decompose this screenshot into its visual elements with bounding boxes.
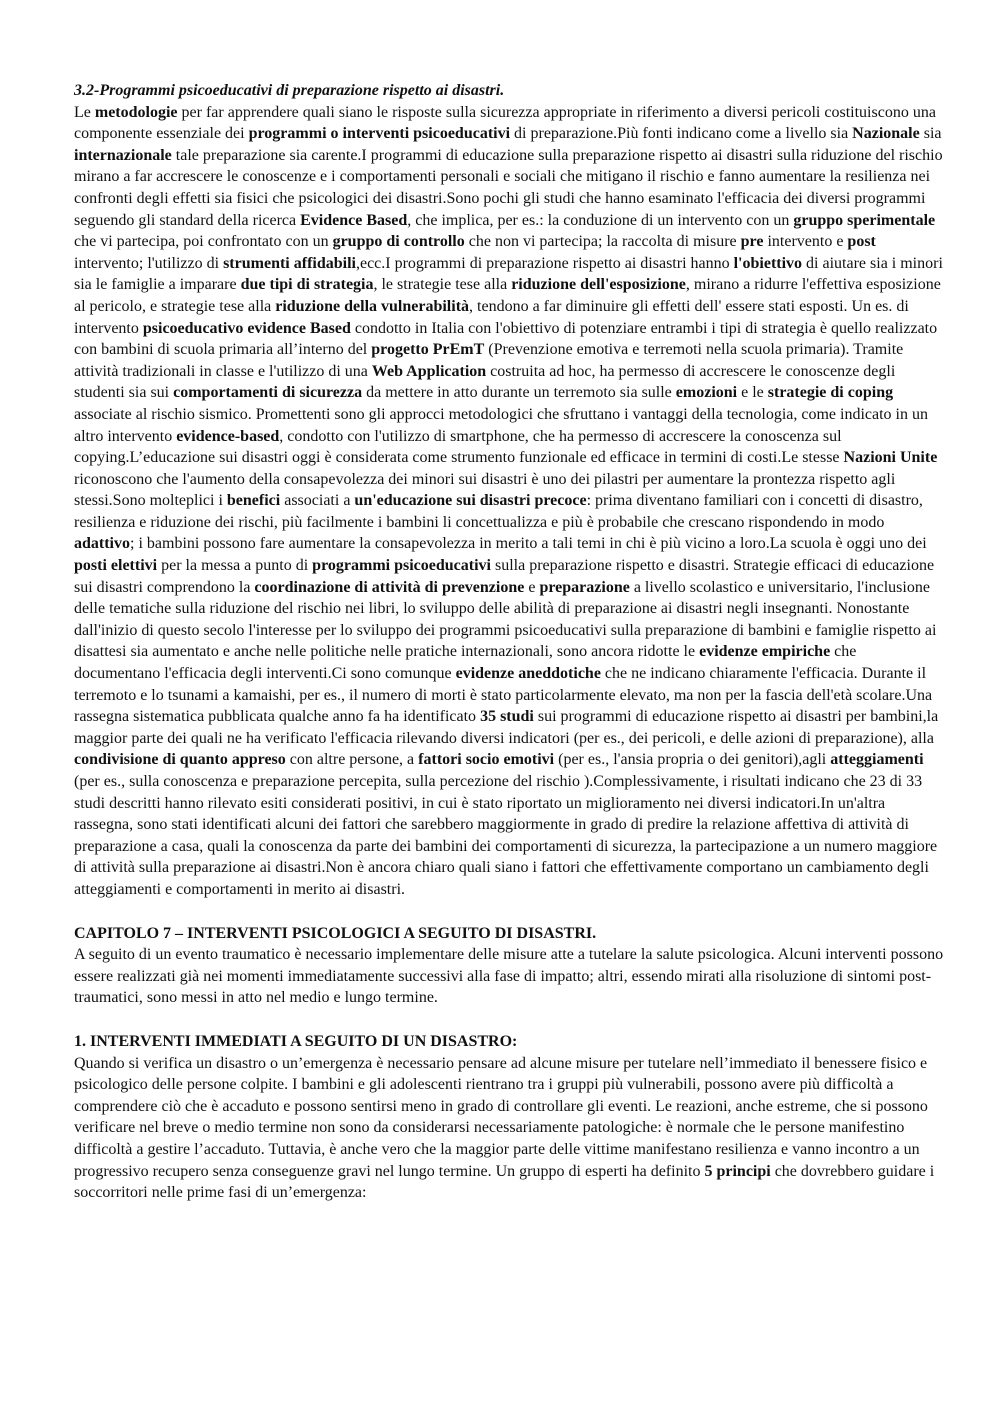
text-run: , le strategie tese alla — [373, 276, 512, 294]
bold-text: adattivo — [74, 535, 130, 553]
text-run: riconoscono che l'aumento della consapevolezza dei minori sui disastri è uno dei pilastri per aumentare la prontezza rispetto agli stessi.Sono molteplici i — [74, 470, 896, 510]
section-1-paragraph — [74, 1053, 944, 1204]
text-run: e — [524, 578, 540, 596]
bold-text: 35 studi — [480, 708, 534, 726]
spacer — [74, 1009, 944, 1031]
bold-text: 5 principi — [704, 1162, 771, 1180]
bold-text: due tipi di strategia — [240, 276, 374, 294]
bold-text: comportamenti di sicurezza — [173, 384, 363, 402]
text-run: che non vi partecipa; la raccolta di misure — [464, 233, 741, 251]
bold-text: posti elettivi — [74, 557, 158, 575]
text-run: tale preparazione sia carente.I programmi di educazione sulla preparazione rispetto ai disastri sulla riduzione del rischio mirano a far accrescere le conoscenze e i comportamenti personali e sociali che mitigano il rischio e fanno aumentare la resilienza nei confronti degli effetti sia fisici che psicologici dei disastri.Sono pochi gli studi che hanno esaminato l'efficacia dei diversi programmi seguendo gli standard della ricerca — [74, 146, 943, 229]
bold-text: programmi o interventi psicoeducativi — [248, 125, 511, 143]
bold-text: preparazione — [539, 578, 630, 596]
section-1-title: 1. INTERVENTI IMMEDIATI A SEGUITO DI UN DISASTRO: — [74, 1032, 518, 1050]
bold-text: Nazionale — [852, 125, 920, 143]
text-run: Quando si verifica un disastro o un’emergenza è necessario pensare ad alcune misure per tutelare nell’immediato il benessere fisico e psicologico delle persone colpite. I bambini e gli adolescenti rientrano tra i gruppi più vulnerabili, possono avere più difficoltà a comprendere ciò che è accaduto e possono sentirsi meno in grado di controllare gli eventi. Le reazioni, anche estreme, che si possono verificare nel breve o medio termine non sono da considerarsi necessariamente patologiche: è normale che le persone manifestino difficoltà a gestire l’accaduto. Tuttavia, è anche vero che la maggior parte delle vittime manifestano resilienza e vanno incontro a un progressivo recupero senza conseguenze gravi nel lungo termine. Un gruppo di esperti ha definito — [74, 1054, 928, 1180]
text-run: che vi partecipa, poi confrontato con un — [74, 233, 333, 251]
bold-text: fattori socio emotivi — [418, 751, 555, 769]
bold-text: coordinazione di attività di prevenzione — [254, 578, 525, 596]
bold-text: progetto PrEmT — [371, 341, 485, 359]
bold-text: strumenti affidabili — [223, 254, 356, 272]
text-run: associati a — [280, 492, 355, 510]
text-run: (per es., l'ansia propria o dei genitori),agli — [554, 751, 831, 769]
text-run: per far apprendere quali siano le risposte sulla sicurezza appropriate in riferimento a diversi pericoli costituiscono una componente essenziale dei — [74, 103, 936, 143]
text-run: di aiutare sia i minori sia le famiglie a imparare — [74, 254, 943, 294]
section-3-2-paragraph — [74, 102, 944, 901]
text-run: , mirano a ridurre l'effettiva esposizione al pericolo, e strategie tese alla — [74, 276, 941, 315]
bold-text: Nazioni Unite — [843, 449, 938, 467]
text-run: di preparazione.Più fonti indicano come a livello sia — [510, 125, 853, 143]
bold-text: pre — [740, 233, 764, 251]
chapter-7-title: CAPITOLO 7 – INTERVENTI PSICOLOGICI A SEGUITO DI DISASTRI. — [74, 924, 597, 942]
text-run: , condotto con l'utilizzo di smartphone, che ha permesso di accrescere la conoscenza sul copying.L’educazione sui disastri oggi è considerata come strumento funzionale ed efficace in termini di costi.Le stesse — [74, 427, 844, 467]
text-run: sui programmi di educazione rispetto ai disastri per bambini,la maggior parte dei quali ne ha verificato l'efficacia rilevando diversi indicatori (per es., dei pericoli, e delle azioni di preparazione), alla — [74, 708, 939, 747]
text-run: che ne indicano chiaramente l'efficacia. Durante il terremoto e lo tsunami a kamaishi, per es., il numero di morti è stato particolarmente elevato, ma non per la fascia dell'età scolare.Una rassegna sistematica pubblicata qualche anno fa ha identificato — [74, 665, 933, 726]
bold-text: l'obiettivo — [733, 254, 803, 272]
bold-text: evidence-based — [176, 427, 280, 445]
text-run: : prima diventano familiari con i concetti di disastro, resilienza e riduzione dei rischi, più facilmente i bambini li concettualizza e più è probabile che crescano rispondendo in modo — [74, 492, 923, 531]
bold-text: riduzione dell'esposizione — [511, 276, 686, 294]
bold-text: atteggiamenti — [830, 751, 924, 769]
bold-text: riduzione della vulnerabilità — [275, 297, 470, 315]
bold-text: evidenze aneddotiche — [455, 665, 601, 683]
text-run: , tendono a far diminuire gli effetti dell' essere stati esposti. Un es. di intervento — [74, 297, 909, 337]
bold-text: un'educazione sui disastri precoce — [354, 492, 587, 510]
text-run: e le — [737, 384, 768, 402]
text-run: per la messa a punto di — [157, 557, 313, 575]
text-run: intervento e — [763, 233, 848, 251]
bold-text: gruppo sperimentale — [793, 211, 936, 229]
chapter-7-intro: A seguito di un evento traumatico è necessario implementare delle misure atte a tutelare la salute psicologica. Alcuni interventi possono essere realizzati già nei momenti immediatamente successivi alla fase di impatto; altri, essendo mirati alla risoluzione di sintomi post-traumatici, sono messi in atto nel medio e lungo termine. — [74, 946, 944, 1007]
text-run: costruita ad hoc, ha permesso di accrescere le conoscenze degli studenti sia sui — [74, 362, 896, 402]
text-run: , che implica, per es.: la conduzione di un intervento con un — [407, 211, 794, 229]
bold-text: condivisione di quanto appreso — [74, 751, 286, 769]
bold-text: emozioni — [675, 384, 738, 402]
bold-text: Evidence Based — [300, 211, 408, 229]
bold-text: Web Application — [371, 362, 487, 380]
bold-text: programmi psicoeducativi — [312, 557, 491, 575]
text-run: intervento; l'utilizzo di — [74, 254, 224, 272]
text-run: (Prevenzione emotiva e terremoti nella scuola primaria). Tramite attività tradizionali in classe e l'utilizzo di una — [74, 341, 904, 380]
text-run: da mettere in atto durante un terremoto sia sulle — [362, 384, 676, 402]
text-run: (per es., sulla conoscenza e preparazione percepita, sulla percezione del rischio ).Complessivamente, i risultati indicano che 23 di 33 studi descritti hanno rilevato esiti considerati positivi, in cui è stato riportato un miglioramento nei diversi indicatori.In un'altra rassegna, sono stati identificati alcuni dei fattori che sarebbero maggiormente in grado di predire la relazione affettiva di attività di preparazione a casa, quali la conoscenza da parte dei bambini dei comportamenti di sicurezza, la partecipazione a un numero maggiore di attività sulla preparazione ai disastri.Non è ancora chiaro quali siano i fattori che effettivamente comportano un cambiamento degli atteggiamenti e comportamenti in merito ai disastri. — [74, 773, 938, 898]
text-run: con altre persone, a — [285, 751, 419, 769]
text-run: Le — [74, 103, 95, 121]
bold-text: post — [847, 233, 876, 251]
text-run: che dovrebbero guidare i soccorritori nelle prime fasi di un’emergenza: — [74, 1162, 935, 1202]
document-page — [74, 80, 944, 1204]
bold-text: benefici — [226, 492, 281, 510]
bold-text: strategie di coping — [767, 384, 894, 402]
text-run: ,ecc.I programmi di preparazione rispetto ai disastri hanno — [355, 254, 734, 272]
text-run: associate al rischio sismico. Promettenti sono gli approcci metodologici che sfruttano i vantaggi della tecnologia, come indicato in un altro intervento — [74, 405, 928, 445]
bold-text: metodologie — [94, 103, 178, 121]
bold-text: evidenze empiriche — [699, 643, 831, 661]
text-run: sia — [919, 125, 942, 143]
spacer — [74, 901, 944, 923]
bold-text: psicoeducativo evidence Based — [142, 319, 351, 337]
bold-text: internazionale — [74, 146, 172, 164]
text-run: che documentano l'efficacia degli interventi.Ci sono comunque — [74, 643, 857, 683]
section-3-2-title: 3.2-Programmi psicoeducativi di preparazione rispetto ai disastri. — [74, 82, 505, 99]
text-run: condotto in Italia con l'obiettivo di potenziare entrambi i tipi di strategia è quello realizzato con bambini di scuola primaria all’interno del — [74, 319, 938, 359]
text-run: sulla preparazione rispetto e disastri. Strategie efficaci di educazione sui disastri comprendono la — [74, 557, 935, 596]
text-run: a livello scolastico e universitario, l'inclusione delle tematiche sulla riduzione del rischio nei libri, lo sviluppo delle abilità di preparazione ai disastri negli insegnanti. Nonostante dall'inizio di questo secolo l'interesse per lo sviluppo dei programmi psicoeducativi sulla preparazione di bambini e famiglie rispetto ai disattesi sia aumentato e anche nelle politiche nelle pratiche internazionali, sono ancora ridotte le — [74, 578, 937, 661]
bold-text: gruppo di controllo — [332, 233, 465, 251]
text-run: ; i bambini possono fare aumentare la consapevolezza in merito a tali temi in chi è più vicino a loro.La scuola è oggi uno dei — [130, 535, 927, 553]
